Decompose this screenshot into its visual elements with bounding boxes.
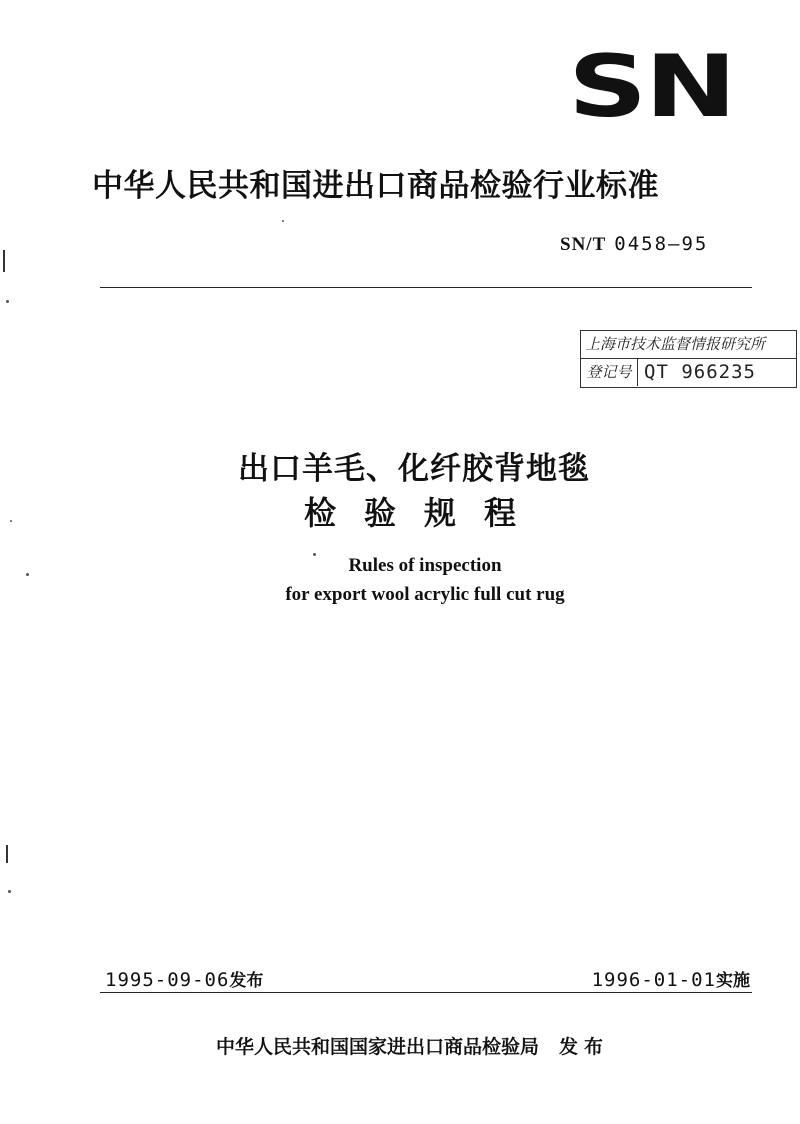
- stamp-reg-number: QT 966235: [644, 361, 756, 383]
- scan-speck: [282, 220, 284, 222]
- document-title-cn-line2: 检验规程: [303, 494, 544, 532]
- scan-speck: [10, 520, 12, 522]
- scan-mark: [6, 845, 8, 863]
- scan-mark: [3, 250, 5, 272]
- header-divider: [100, 287, 752, 288]
- standard-category-title: 中华人民共和国进出口商品检验行业标准: [92, 168, 659, 204]
- standard-number: [560, 233, 708, 256]
- scan-speck: [8, 890, 11, 893]
- issue-date-label: 发布: [229, 971, 264, 991]
- stamp-reg-label: 登记号: [581, 359, 638, 386]
- issue-date: [105, 966, 263, 991]
- implementation-date: [592, 966, 750, 991]
- scan-speck: [26, 573, 29, 576]
- implementation-date-label: 实施: [716, 971, 750, 991]
- stamp-institution: 上海市技术监督情报研究所: [581, 331, 796, 359]
- stamp-registration-row: [581, 359, 796, 386]
- scan-speck: [313, 553, 316, 556]
- standard-number-value: 0458—95: [614, 233, 709, 255]
- issuing-authority: [216, 1032, 609, 1059]
- footer-divider: [100, 992, 752, 993]
- issuer-name: 中华人民共和国国家进出口商品检验局: [216, 1036, 540, 1058]
- sn-logo: SN: [568, 37, 735, 137]
- issuer-action: 发布: [559, 1036, 610, 1058]
- library-registration-stamp: [580, 330, 797, 388]
- implementation-date-value: 1996-01-01: [591, 969, 716, 991]
- document-title-en-line1: Rules of inspection: [348, 555, 502, 576]
- issue-date-value: 1995-09-06: [105, 969, 230, 991]
- document-title-en-line2: for export wool acrylic full cut rug: [285, 584, 565, 605]
- document-title-cn-line1: 出口羊毛、化纤胶背地毯: [238, 451, 590, 487]
- scan-speck: [6, 300, 9, 303]
- standard-code: SN/T: [560, 234, 607, 255]
